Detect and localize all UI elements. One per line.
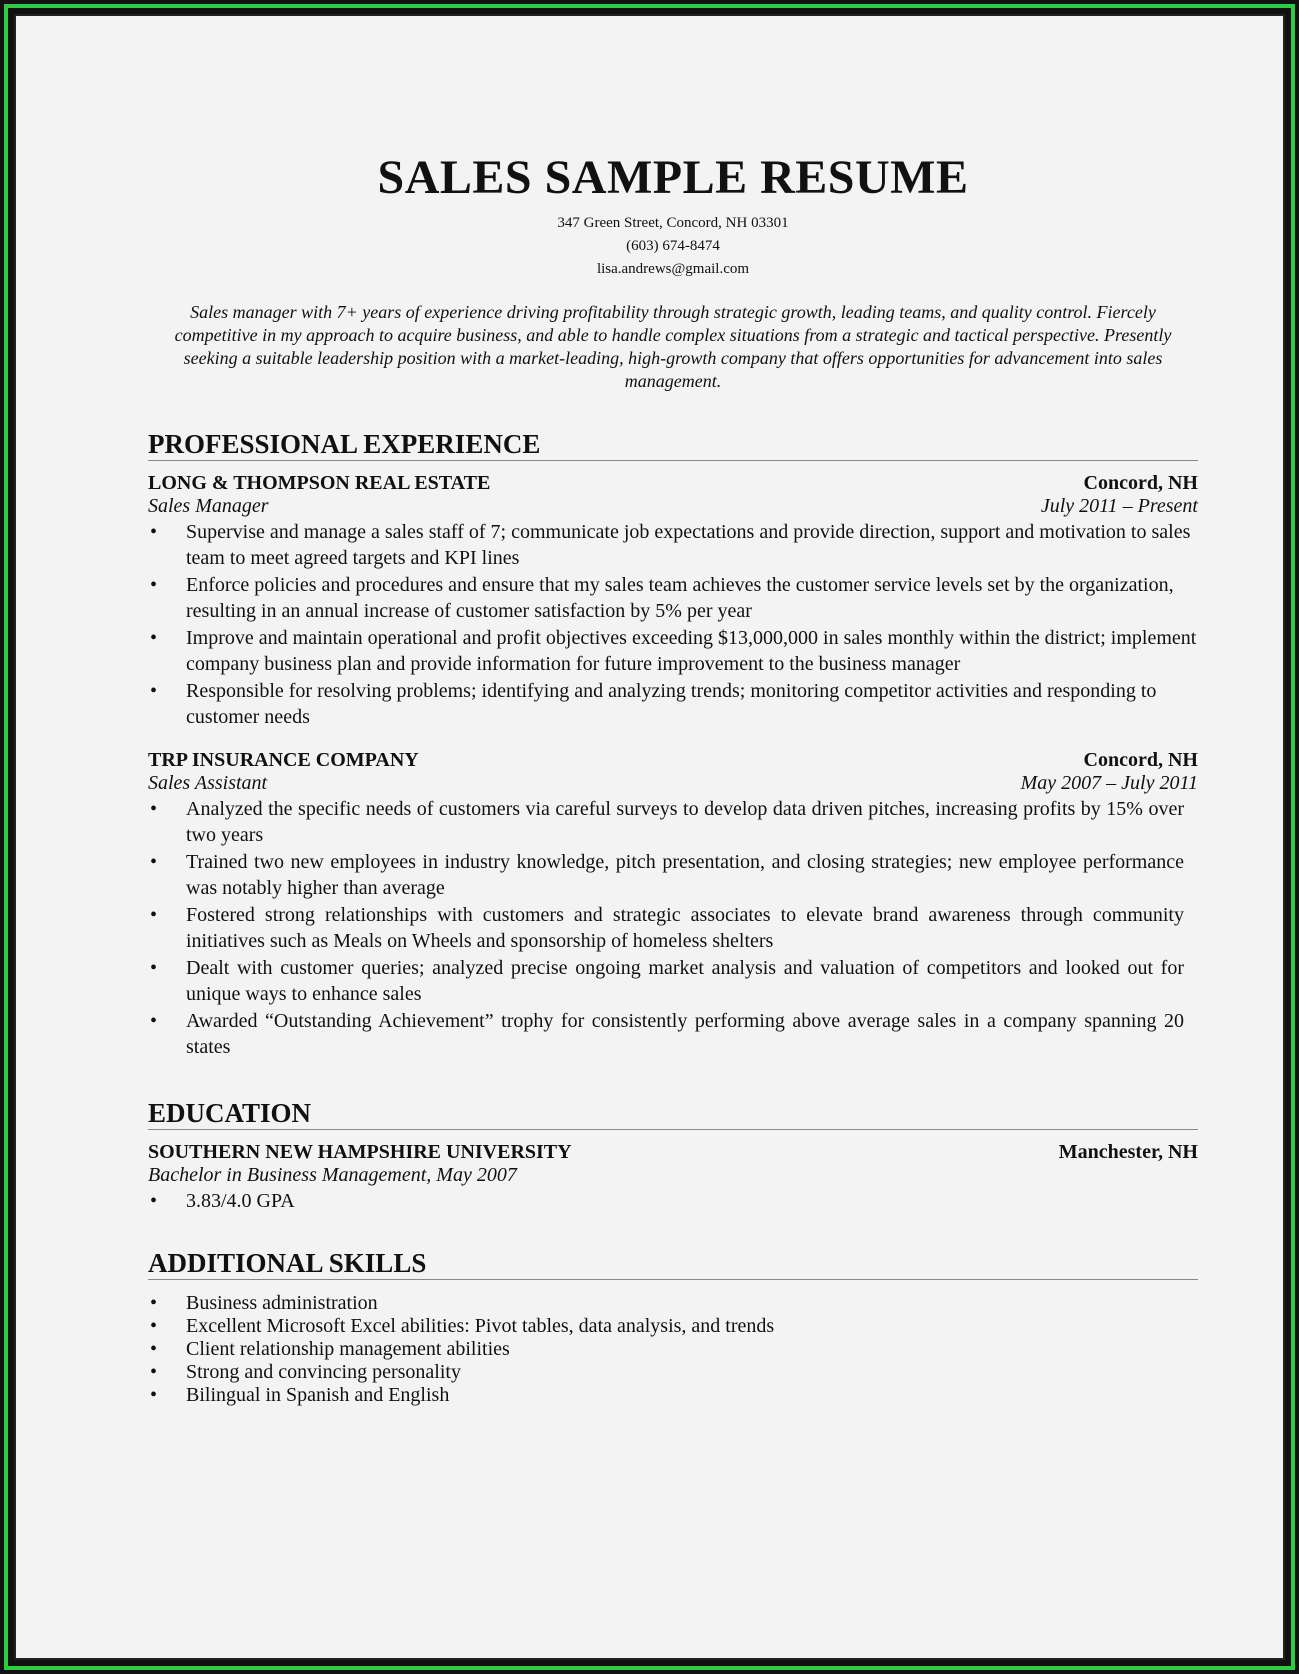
bullet-item: • Improve and maintain operational and profit objectives exceeding $13,000,000 in sales monthly within the district; implement company business plan and provide information for future improvement to the business manager (148, 625, 1198, 677)
summary-paragraph: Sales manager with 7+ years of experience driving profitability through strategic growth, leading teams, and quality control. Fiercely competitive in my approach to acquire business, and able to handle complex situations from a strategic and tactical perspective. Presently seeking a suitable leadership position with a market-leading, high-growth company that offers opportunities for advancement into sales management. (174, 302, 1172, 391)
job-header (148, 748, 1198, 772)
job-bullets (148, 519, 1198, 730)
job-entry (148, 748, 1198, 1060)
job-dates: July 2011 – Present (1040, 495, 1198, 517)
bullet-item: • Analyzed the specific needs of customers via careful surveys to develop data driven pitches, increasing profits by 15% over two years (148, 796, 1198, 848)
skills-list (148, 1292, 1198, 1407)
job-subheader (148, 495, 1198, 517)
job-role: Sales Manager (148, 495, 269, 517)
education-degree: Bachelor in Business Management, May 2007 (148, 1164, 517, 1186)
skill-item: • Excellent Microsoft Excel abilities: Pivot tables, data analysis, and trends (148, 1315, 1198, 1338)
education-subheader (148, 1164, 1198, 1186)
education-header (148, 1140, 1198, 1164)
job-entry (148, 471, 1198, 730)
contact-email: lisa.andrews@gmail.com (596, 261, 750, 277)
skill-item: • Business administration (148, 1292, 1198, 1315)
education-heading: EDUCATION (148, 1100, 1198, 1130)
job-company: LONG & THOMPSON REAL ESTATE (148, 472, 491, 494)
contact-phone: (603) 674-8474 (626, 238, 720, 254)
bullet-item: • Fostered strong relationships with customers and strategic associates to elevate brand awareness through community initiatives such as Meals on Wheels and sponsorship of homeless shelters (148, 902, 1198, 954)
job-bullets (148, 796, 1198, 1060)
resume-page (148, 16, 1198, 1407)
job-subheader (148, 772, 1198, 794)
resume-title: SALES SAMPLE RESUME (377, 151, 969, 204)
job-company: TRP INSURANCE COMPANY (148, 749, 419, 771)
job-location: Concord, NH (1083, 472, 1198, 494)
bullet-item: • Supervise and manage a sales staff of 7; communicate job expectations and provide direction, support and motivation to sales team to meet agreed targets and KPI lines (148, 519, 1198, 571)
experience-heading: PROFESSIONAL EXPERIENCE (148, 431, 1198, 461)
education-school: SOUTHERN NEW HAMPSHIRE UNIVERSITY (148, 1141, 572, 1163)
bullet-item: • Trained two new employees in industry knowledge, pitch presentation, and closing strategies; new employee performance was notably higher than average (148, 849, 1198, 901)
bullet-item: • Dealt with customer queries; analyzed precise ongoing market analysis and valuation of competitors and looked out for unique ways to enhance sales (148, 955, 1198, 1007)
education-location: Manchester, NH (1058, 1141, 1198, 1163)
bullet-item: • 3.83/4.0 GPA (148, 1188, 1198, 1214)
contact-block (148, 212, 1198, 281)
job-dates: May 2007 – July 2011 (1020, 772, 1198, 794)
job-header (148, 471, 1198, 495)
skill-item: • Strong and convincing personality (148, 1361, 1198, 1384)
education-bullets (148, 1188, 1198, 1214)
green-border (4, 4, 1295, 1670)
job-role: Sales Assistant (148, 772, 268, 794)
skill-item: • Client relationship management abilities (148, 1338, 1198, 1361)
bullet-item: • Awarded “Outstanding Achievement” trophy for consistently performing above average sales in a company spanning 20 states (148, 1008, 1198, 1060)
contact-address: 347 Green Street, Concord, NH 03301 (557, 215, 789, 231)
bullet-item: • Responsible for resolving problems; identifying and analyzing trends; monitoring competitor activities and responding to customer needs (148, 678, 1198, 730)
education-entry (148, 1140, 1198, 1214)
skills-heading: ADDITIONAL SKILLS (148, 1250, 1198, 1280)
bullet-item: • Enforce policies and procedures and ensure that my sales team achieves the customer service levels set by the organization, resulting in an annual increase of customer satisfaction by 5% per year (148, 572, 1198, 624)
job-location: Concord, NH (1083, 749, 1198, 771)
resume-sheet (14, 14, 1285, 1660)
skill-item: • Bilingual in Spanish and English (148, 1384, 1198, 1407)
